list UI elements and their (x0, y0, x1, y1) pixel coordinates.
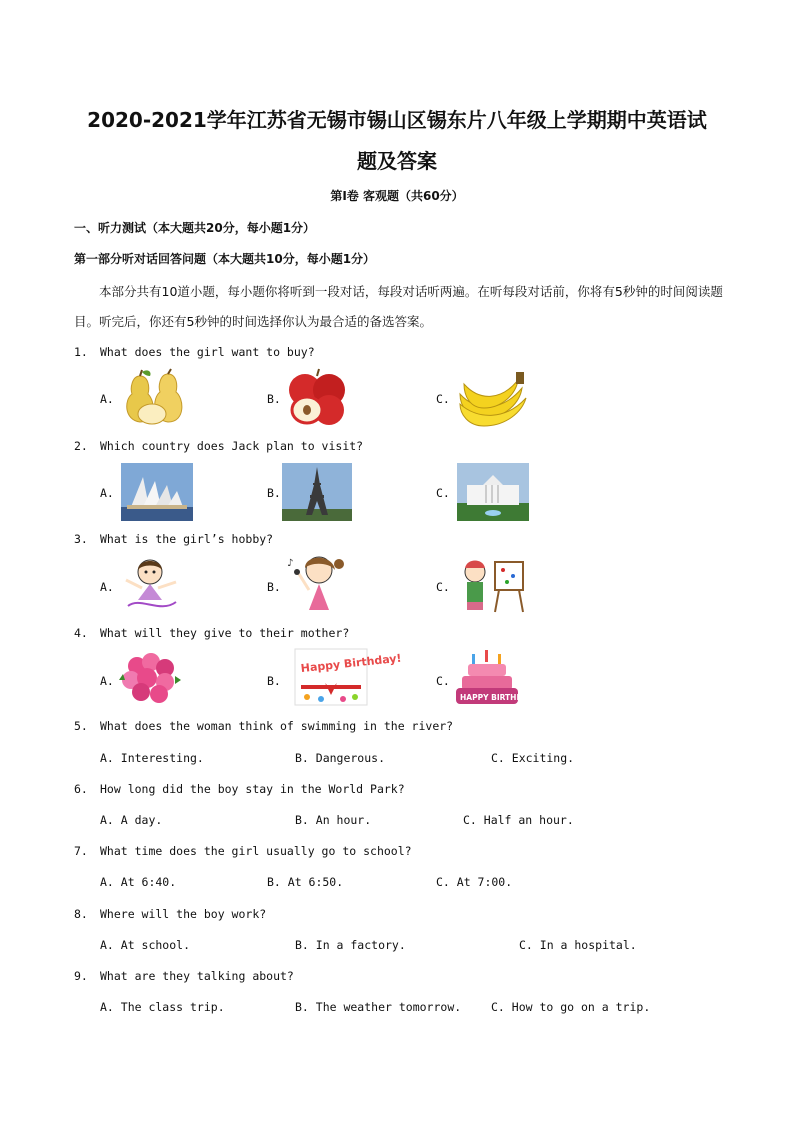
instructions-paragraph: 本部分共有10道小题，每小题你将听到一段对话，每段对话听两遍。在听每段对话前，你将有5秒钟的时间阅读题目。听完后，你还有5秒钟的时间选择你认为最合适的备选答案。 (74, 284, 723, 329)
question-text: What does the girl want to buy? (100, 345, 315, 359)
option-a: A. At school. (100, 938, 191, 952)
question-number: 1. (74, 345, 88, 359)
option-label: C. (436, 392, 450, 406)
svg-text:♪: ♪ (287, 558, 294, 569)
option-c: C. At 7:00. (436, 875, 513, 889)
question-number: 6. (74, 782, 88, 796)
option-label: C. (436, 486, 450, 500)
question-3 (74, 532, 273, 546)
option-b: B. The weather tomorrow. (295, 1000, 462, 1014)
question-text: Where will the boy work? (100, 907, 267, 921)
question-2 (74, 439, 363, 453)
question-text: What will they give to their mother? (100, 626, 350, 640)
question-text: What is the girl’s hobby? (100, 532, 274, 546)
option-label: A. (100, 392, 114, 406)
option-c: C. Half an hour. (463, 813, 574, 827)
option-label: A. (100, 674, 114, 688)
singing-girl-image (283, 554, 353, 614)
option-c: C. How to go on a trip. (491, 1000, 651, 1014)
flowers-image (117, 650, 183, 706)
part-heading: 第一部分听对话回答问题（本大题共10分，每小题1分） (74, 252, 376, 266)
option-a: A. A day. (100, 813, 163, 827)
option-b: B. An hour. (295, 813, 372, 827)
question-9 (74, 969, 294, 983)
option-label: B. (267, 486, 281, 500)
question-number: 2. (74, 439, 88, 453)
question-6 (74, 782, 405, 796)
option-c: C. In a hospital. (519, 938, 637, 952)
option-label: C. (436, 580, 450, 594)
question-number: 7. (74, 844, 88, 858)
question-number: 4. (74, 626, 88, 640)
apples-image (283, 368, 351, 426)
option-label: B. (267, 674, 281, 688)
option-a: A. At 6:40. (100, 875, 177, 889)
dancing-girl-image (120, 556, 182, 614)
birthday-cake-text: HAPPY BIRTHDAY (460, 693, 534, 702)
option-a: A. The class trip. (100, 1000, 225, 1014)
question-1 (74, 345, 315, 359)
option-c: C. Exciting. (491, 751, 575, 765)
option-label: B. (267, 392, 281, 406)
birthday-card-text: Happy Birthday! (300, 651, 403, 676)
question-4 (74, 626, 349, 640)
birthday-cake-image (454, 648, 534, 706)
bananas-image (456, 368, 530, 426)
option-label: A. (100, 580, 114, 594)
option-a: A. Interesting. (100, 751, 204, 765)
birthday-card-image (295, 649, 403, 705)
option-b: B. Dangerous. (295, 751, 386, 765)
option-b: B. In a factory. (295, 938, 406, 952)
question-text: How long did the boy stay in the World Park? (100, 782, 405, 796)
option-label: B. (267, 580, 281, 594)
question-5 (74, 719, 453, 733)
option-label: C. (436, 674, 450, 688)
question-number: 5. (74, 719, 88, 733)
white-house-image (457, 463, 529, 521)
section-heading-listening: 一、听力测试（本大题共20分，每小题1分） (74, 221, 316, 235)
sydney-opera-house-image (121, 463, 193, 521)
volume-subtitle: 第Ⅰ卷 客观题（共60分） (330, 189, 464, 203)
eiffel-tower-image (282, 463, 352, 521)
question-number: 3. (74, 532, 88, 546)
question-text: What time does the girl usually go to school? (100, 844, 412, 858)
pears-image (118, 368, 194, 426)
question-text: What does the woman think of swimming in the river? (100, 719, 454, 733)
option-b: B. At 6:50. (267, 875, 344, 889)
question-text: Which country does Jack plan to visit? (100, 439, 364, 453)
painting-girl-image (455, 556, 527, 614)
question-number: 9. (74, 969, 88, 983)
document-title-line-2: 题及答案 (357, 149, 437, 173)
question-text: What are they talking about? (100, 969, 294, 983)
option-label: A. (100, 486, 114, 500)
question-7 (74, 844, 412, 858)
question-8 (74, 907, 266, 921)
document-title-line-1: 2020-2021学年江苏省无锡市锡山区锡东片八年级上学期期中英语试 (87, 108, 707, 132)
question-number: 8. (74, 907, 88, 921)
